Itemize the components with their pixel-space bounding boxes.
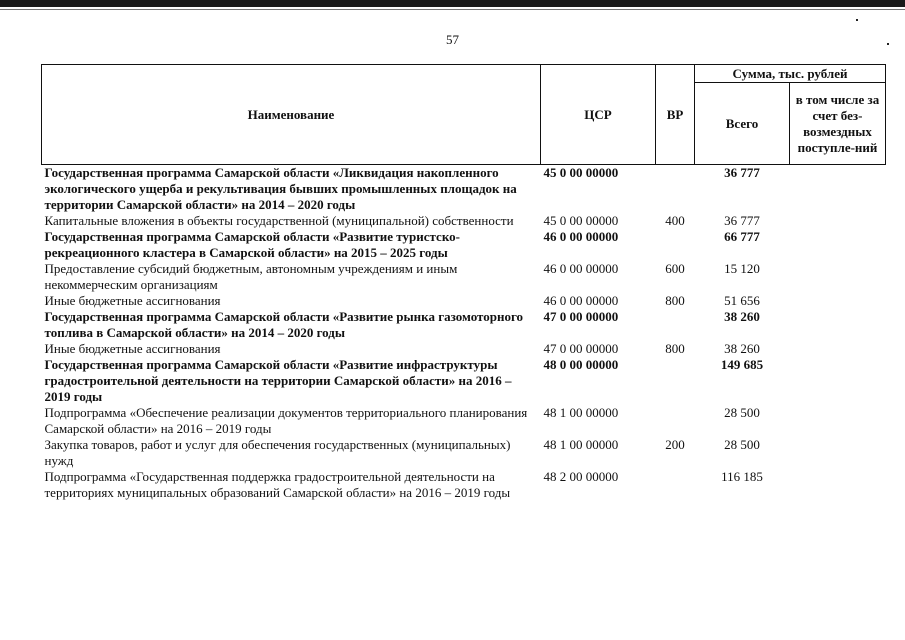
row-name: Закупка товаров, работ и услуг для обеспечения государственных (муниципальных) нужд (44, 437, 511, 468)
row-total: 28 500 (724, 405, 760, 420)
table-row (42, 357, 886, 405)
row-vr (656, 469, 695, 501)
table-row (42, 261, 886, 293)
scan-top-border (0, 0, 905, 7)
table-row (42, 405, 886, 437)
row-total: 38 260 (724, 309, 760, 324)
row-name: Предоставление субсидий бюджетным, автономным учреждениям и иным некоммерческим организациям (44, 261, 458, 292)
row-vr (656, 165, 695, 214)
table-body (42, 165, 886, 502)
row-incl-grants (790, 229, 886, 261)
header-name: Наименование (42, 65, 541, 165)
table-row (42, 309, 886, 341)
table-row (42, 229, 886, 261)
table-header (42, 65, 886, 165)
row-incl-grants (790, 165, 886, 214)
table-row (42, 213, 886, 229)
row-total: 51 656 (724, 293, 760, 308)
row-csr: 45 0 00 00000 (543, 165, 619, 180)
header-incl-grants: в том числе за счет без-возмездных поступле-ний (790, 83, 886, 165)
row-incl-grants (790, 309, 886, 341)
budget-table (41, 64, 886, 501)
row-vr: 600 (665, 261, 685, 276)
table-row (42, 293, 886, 309)
row-vr (656, 309, 695, 341)
row-csr: 46 0 00 00000 (543, 261, 619, 276)
row-total: 149 685 (720, 357, 764, 372)
row-csr: 47 0 00 00000 (543, 341, 619, 356)
table-row (42, 469, 886, 501)
row-name: Капитальные вложения в объекты государственной (муниципальной) собственности (44, 213, 514, 228)
row-vr: 800 (665, 293, 685, 308)
row-total: 36 777 (724, 213, 760, 228)
row-incl-grants (790, 405, 886, 437)
row-name: Государственная программа Самарской области «Ликвидация накопленного экологического ущерба и рекультивация бывших промышленных площадок на территории Самарской области» на 2014 – 2020 годы (44, 165, 517, 212)
row-csr: 46 0 00 00000 (543, 229, 619, 244)
table-row (42, 165, 886, 214)
row-vr (656, 357, 695, 405)
row-name: Государственная программа Самарской области «Развитие рынка газомоторного топлива в Самарской области» на 2014 – 2020 годы (44, 309, 524, 340)
row-csr: 48 1 00 00000 (543, 437, 619, 452)
row-vr: 200 (665, 437, 685, 452)
row-name: Государственная программа Самарской области «Развитие туристско-рекреационного кластера в Самарской области» на 2015 – 2025 годы (44, 229, 460, 260)
row-name: Государственная программа Самарской области «Развитие инфраструктуры градостроительной деятельности на территории Самарской области» на 2016 – 2019 годы (44, 357, 512, 404)
row-total: 36 777 (724, 165, 760, 180)
row-incl-grants (790, 341, 886, 357)
scan-speck (856, 19, 858, 21)
table-row (42, 341, 886, 357)
scan-top-line (0, 9, 905, 10)
row-incl-grants (790, 261, 886, 293)
row-vr: 800 (665, 341, 685, 356)
page-number: 57 (446, 32, 459, 47)
row-total: 116 185 (721, 469, 763, 484)
row-total: 38 260 (724, 341, 760, 356)
row-total: 28 500 (724, 437, 760, 452)
header-vr: ВР (656, 65, 695, 165)
row-incl-grants (790, 213, 886, 229)
row-total: 15 120 (724, 261, 760, 276)
row-name: Иные бюджетные ассигнования (44, 293, 221, 308)
row-csr: 45 0 00 00000 (543, 213, 619, 228)
row-vr (656, 229, 695, 261)
row-vr: 400 (665, 213, 685, 228)
header-csr: ЦСР (541, 65, 656, 165)
row-name: Подпрограмма «Государственная поддержка градостроительной деятельности на территориях муниципальных образований Самарской области» на 2016 – 2019 годы (44, 469, 511, 500)
row-incl-grants (790, 437, 886, 469)
row-csr: 48 2 00 00000 (543, 469, 619, 484)
row-csr: 46 0 00 00000 (543, 293, 619, 308)
row-total: 66 777 (724, 229, 760, 244)
row-name: Иные бюджетные ассигнования (44, 341, 221, 356)
row-name: Подпрограмма «Обеспечение реализации документов территориального планирования Самарской области» на 2016 – 2019 годы (44, 405, 528, 436)
header-sum-group: Сумма, тыс. рублей (695, 65, 886, 83)
row-incl-grants (790, 469, 886, 501)
row-vr (656, 405, 695, 437)
table-row (42, 437, 886, 469)
row-csr: 48 1 00 00000 (543, 405, 619, 420)
row-csr: 48 0 00 00000 (543, 357, 619, 372)
row-incl-grants (790, 293, 886, 309)
row-incl-grants (790, 357, 886, 405)
header-total: Всего (695, 83, 790, 165)
row-csr: 47 0 00 00000 (543, 309, 619, 324)
